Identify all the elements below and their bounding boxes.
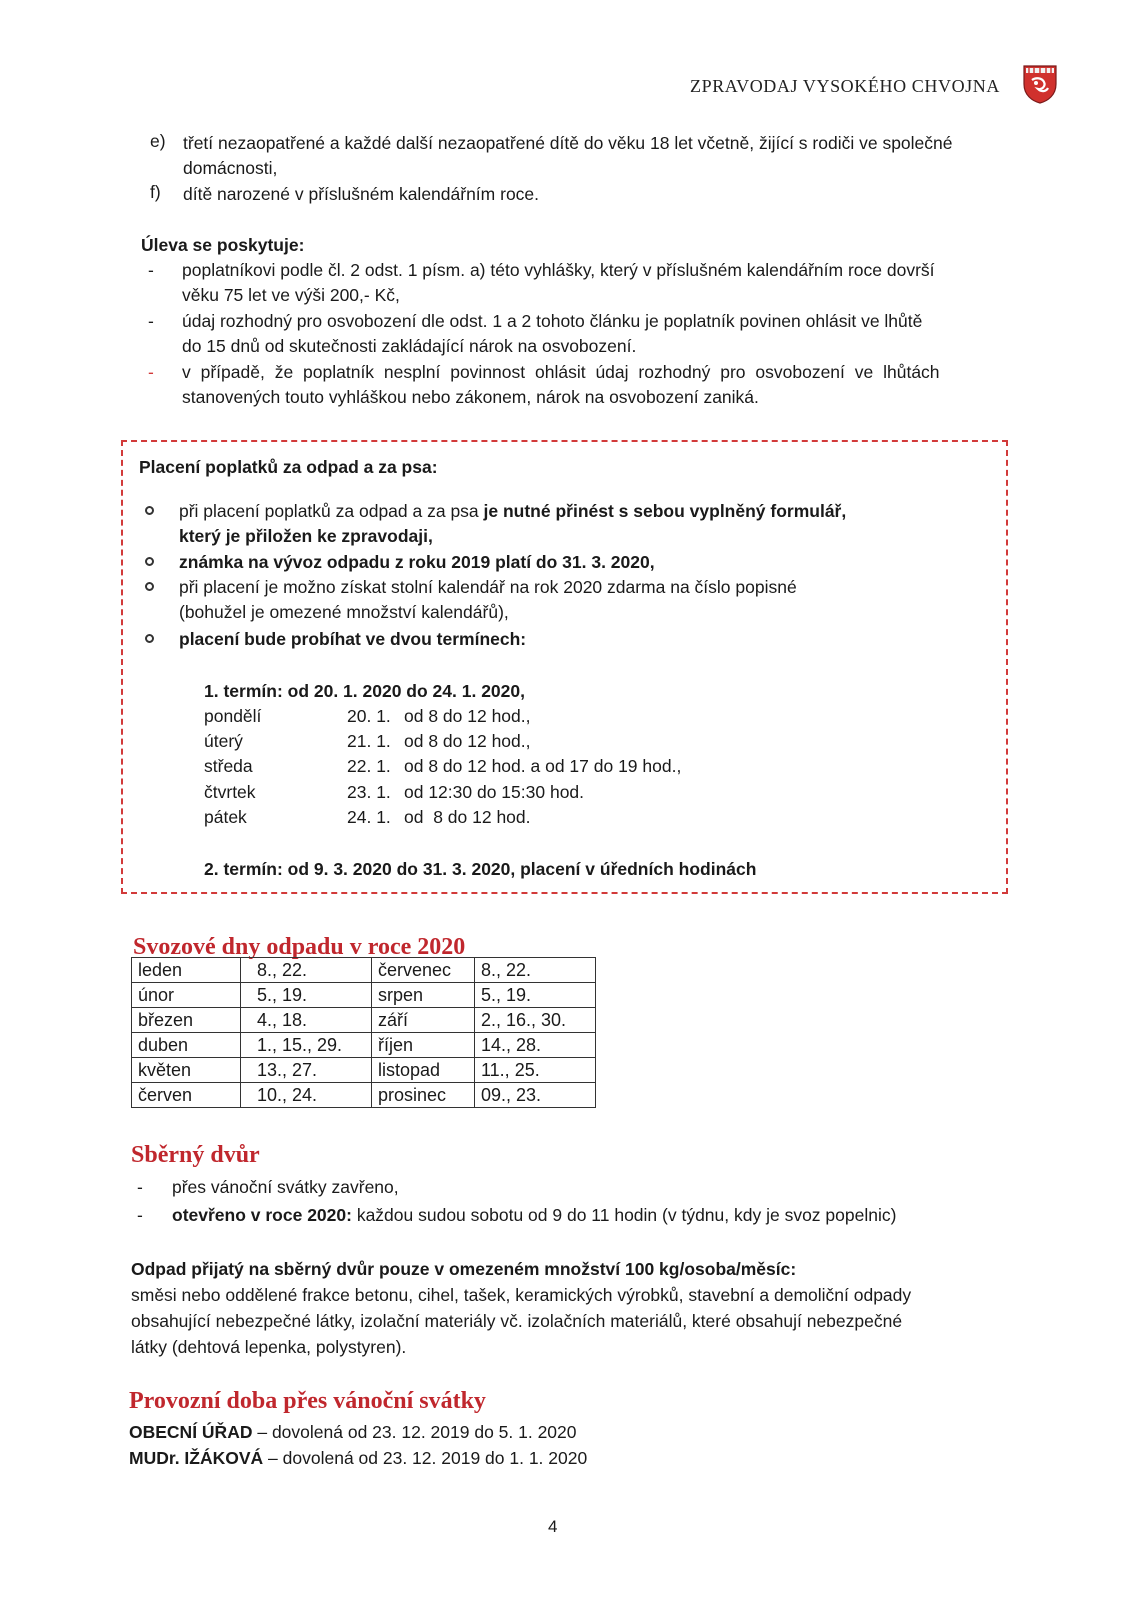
dates-cell: 5., 19. <box>241 983 372 1008</box>
schedule-date: 23. 1. <box>347 782 391 802</box>
dates-cell: 13., 27. <box>241 1058 372 1083</box>
table-row <box>132 1033 596 1058</box>
month-cell: duben <box>132 1033 241 1058</box>
table-row <box>132 1058 596 1083</box>
dates-cell: 09., 23. <box>475 1083 596 1108</box>
month-cell: říjen <box>372 1033 475 1058</box>
bullet-4-icon <box>145 634 154 643</box>
dates-cell: 5., 19. <box>475 983 596 1008</box>
list-marker-e: e) <box>150 131 166 151</box>
placeni-bullet-4: placení bude probíhat ve dvou termínech: <box>179 629 527 649</box>
sberny-dash-1: - <box>137 1177 143 1197</box>
uleva-dash-1: - <box>148 260 154 280</box>
odpad-line-3: látky (dehtová lepenka, polystyren). <box>131 1337 407 1357</box>
svozove-heading: Svozové dny odpadu v roce 2020 <box>133 934 466 960</box>
list-item-e-line2: domácnosti, <box>183 158 278 178</box>
municipal-crest-icon <box>1022 64 1058 104</box>
mudr-text: – dovolená od 23. 12. 2019 do 1. 1. 2020 <box>263 1448 588 1468</box>
placeni-bullet-2: známka na vývoz odpadu z roku 2019 platí do 31. 3. 2020, <box>179 552 655 572</box>
month-cell: únor <box>132 983 241 1008</box>
sberny-heading: Sběrný dvůr <box>131 1142 260 1168</box>
table-row <box>132 983 596 1008</box>
schedule-date: 20. 1. <box>347 706 391 726</box>
list-marker-f: f) <box>150 182 161 202</box>
provozni-heading: Provozní doba přes vánoční svátky <box>129 1388 486 1414</box>
uleva-dash-3: - <box>148 362 154 382</box>
odpad-heading: Odpad přijatý na sběrný dvůr pouze v omezeném množství 100 kg/osoba/měsíc: <box>131 1259 797 1279</box>
schedule-day: čtvrtek <box>204 782 256 802</box>
schedule-hours: od 8 do 12 hod. a od 17 do 19 hod., <box>404 756 682 776</box>
uleva-item-3-line1: v případě, že poplatník nesplní povinnost ohlásit údaj rozhodný pro osvobození ve lhůtách <box>182 362 940 382</box>
placeni-bullet-1-line2: který je přiložen ke zpravodaji, <box>179 526 433 546</box>
schedule-hours: od 8 do 12 hod., <box>404 706 531 726</box>
table-row <box>132 1083 596 1108</box>
month-cell: září <box>372 1008 475 1033</box>
schedule-hours: od 8 do 12 hod., <box>404 731 531 751</box>
newsletter-title: ZPRAVODAJ VYSOKÉHO CHVOJNA <box>690 76 1000 96</box>
month-cell: leden <box>132 958 241 983</box>
uleva-dash-2: - <box>148 311 154 331</box>
dates-cell: 4., 18. <box>241 1008 372 1033</box>
schedule-day: pondělí <box>204 706 262 726</box>
schedule-day: středa <box>204 756 253 776</box>
schedule-day: úterý <box>204 731 243 751</box>
placeni-heading: Placení poplatků za odpad a za psa: <box>139 457 438 477</box>
sberny-dash-2: - <box>137 1205 143 1225</box>
list-item-f-line1: dítě narozené v příslušném kalendářním roce. <box>183 184 540 204</box>
dates-cell: 8., 22. <box>475 958 596 983</box>
uleva-heading: Úleva se poskytuje: <box>141 235 305 255</box>
sberny-item-2-rest: každou sudou sobotu od 9 do 11 hodin (v týdnu, kdy je svoz popelnic) <box>351 1205 897 1225</box>
bullet-1-icon <box>145 506 154 515</box>
svozove-table <box>131 957 596 1108</box>
placeni-bullet-3-line1: při placení je možno získat stolní kalendář na rok 2020 zdarma na číslo popisné <box>179 577 797 597</box>
month-cell: červenec <box>372 958 475 983</box>
odpad-line-2: obsahující nebezpečné látky, izolační materiály vč. izolačních materiálů, které obsahují nebezpečné <box>131 1311 903 1331</box>
schedule-day: pátek <box>204 807 247 827</box>
placeni-bullet-3-line2: (bohužel je omezené množství kalendářů), <box>179 602 509 622</box>
uleva-item-2-line2: do 15 dnů od skutečnosti zakládající nárok na osvobození. <box>182 336 637 356</box>
schedule-hours: od 12:30 do 15:30 hod. <box>404 782 585 802</box>
uleva-item-1-line1: poplatníkovi podle čl. 2 odst. 1 písm. a) této vyhlášky, který v příslušném kalendářním roce dovrší <box>182 260 935 280</box>
dates-cell: 1., 15., 29. <box>241 1033 372 1058</box>
uleva-item-1-line2: věku 75 let ve výši 200,- Kč, <box>182 285 400 305</box>
schedule-date: 24. 1. <box>347 807 391 827</box>
sberny-item-2-bold: otevřeno v roce 2020: <box>172 1205 352 1225</box>
table-row <box>132 958 596 983</box>
month-cell: srpen <box>372 983 475 1008</box>
placeni-bullet-1-bold: je nutné přinést s sebou vyplněný formulář, <box>483 501 847 521</box>
month-cell: březen <box>132 1008 241 1033</box>
list-item-e-line1: třetí nezaopatřené a každé další nezaopatřené dítě do věku 18 let včetně, žijící s rodiči ve společné <box>183 133 953 153</box>
sberny-item-1: přes vánoční svátky zavřeno, <box>172 1177 399 1197</box>
dates-cell: 14., 28. <box>475 1033 596 1058</box>
schedule-date: 22. 1. <box>347 756 391 776</box>
month-cell: červen <box>132 1083 241 1108</box>
provozni-line-1 <box>129 1421 577 1443</box>
mudr-label: MUDr. IŽÁKOVÁ <box>129 1448 264 1468</box>
uleva-item-2-line1: údaj rozhodný pro osvobození dle odst. 1 a 2 tohoto článku je poplatník povinen ohlásit ve lhůtě <box>182 311 923 331</box>
termin-1-heading: 1. termín: od 20. 1. 2020 do 24. 1. 2020, <box>204 681 525 701</box>
dates-cell: 11., 25. <box>475 1058 596 1083</box>
placeni-bullet-1-line1 <box>179 500 846 522</box>
bullet-2-icon <box>145 557 154 566</box>
table-row <box>132 1008 596 1033</box>
schedule-hours: od 8 do 12 hod. <box>404 807 531 827</box>
obecni-urad-label: OBECNÍ ÚŘAD <box>129 1422 253 1442</box>
month-cell: listopad <box>372 1058 475 1083</box>
bullet-3-icon <box>145 582 154 591</box>
termin-2-heading: 2. termín: od 9. 3. 2020 do 31. 3. 2020, placení v úředních hodinách <box>204 859 757 879</box>
dates-cell: 8., 22. <box>241 958 372 983</box>
dates-cell: 2., 16., 30. <box>475 1008 596 1033</box>
month-cell: květen <box>132 1058 241 1083</box>
schedule-date: 21. 1. <box>347 731 391 751</box>
sberny-item-2 <box>172 1204 896 1226</box>
uleva-item-3-line2: stanovených touto vyhláškou nebo zákonem, nárok na osvobození zaniká. <box>182 387 759 407</box>
provozni-line-2 <box>129 1447 587 1469</box>
odpad-line-1: směsi nebo oddělené frakce betonu, cihel, tašek, keramických výrobků, stavební a demoliční odpady <box>131 1285 912 1305</box>
month-cell: prosinec <box>372 1083 475 1108</box>
placeni-bullet-1-normal: při placení poplatků za odpad a za psa <box>179 501 484 521</box>
obecni-urad-text: – dovolená od 23. 12. 2019 do 5. 1. 2020 <box>252 1422 577 1442</box>
dates-cell: 10., 24. <box>241 1083 372 1108</box>
page-number: 4 <box>548 1517 558 1536</box>
